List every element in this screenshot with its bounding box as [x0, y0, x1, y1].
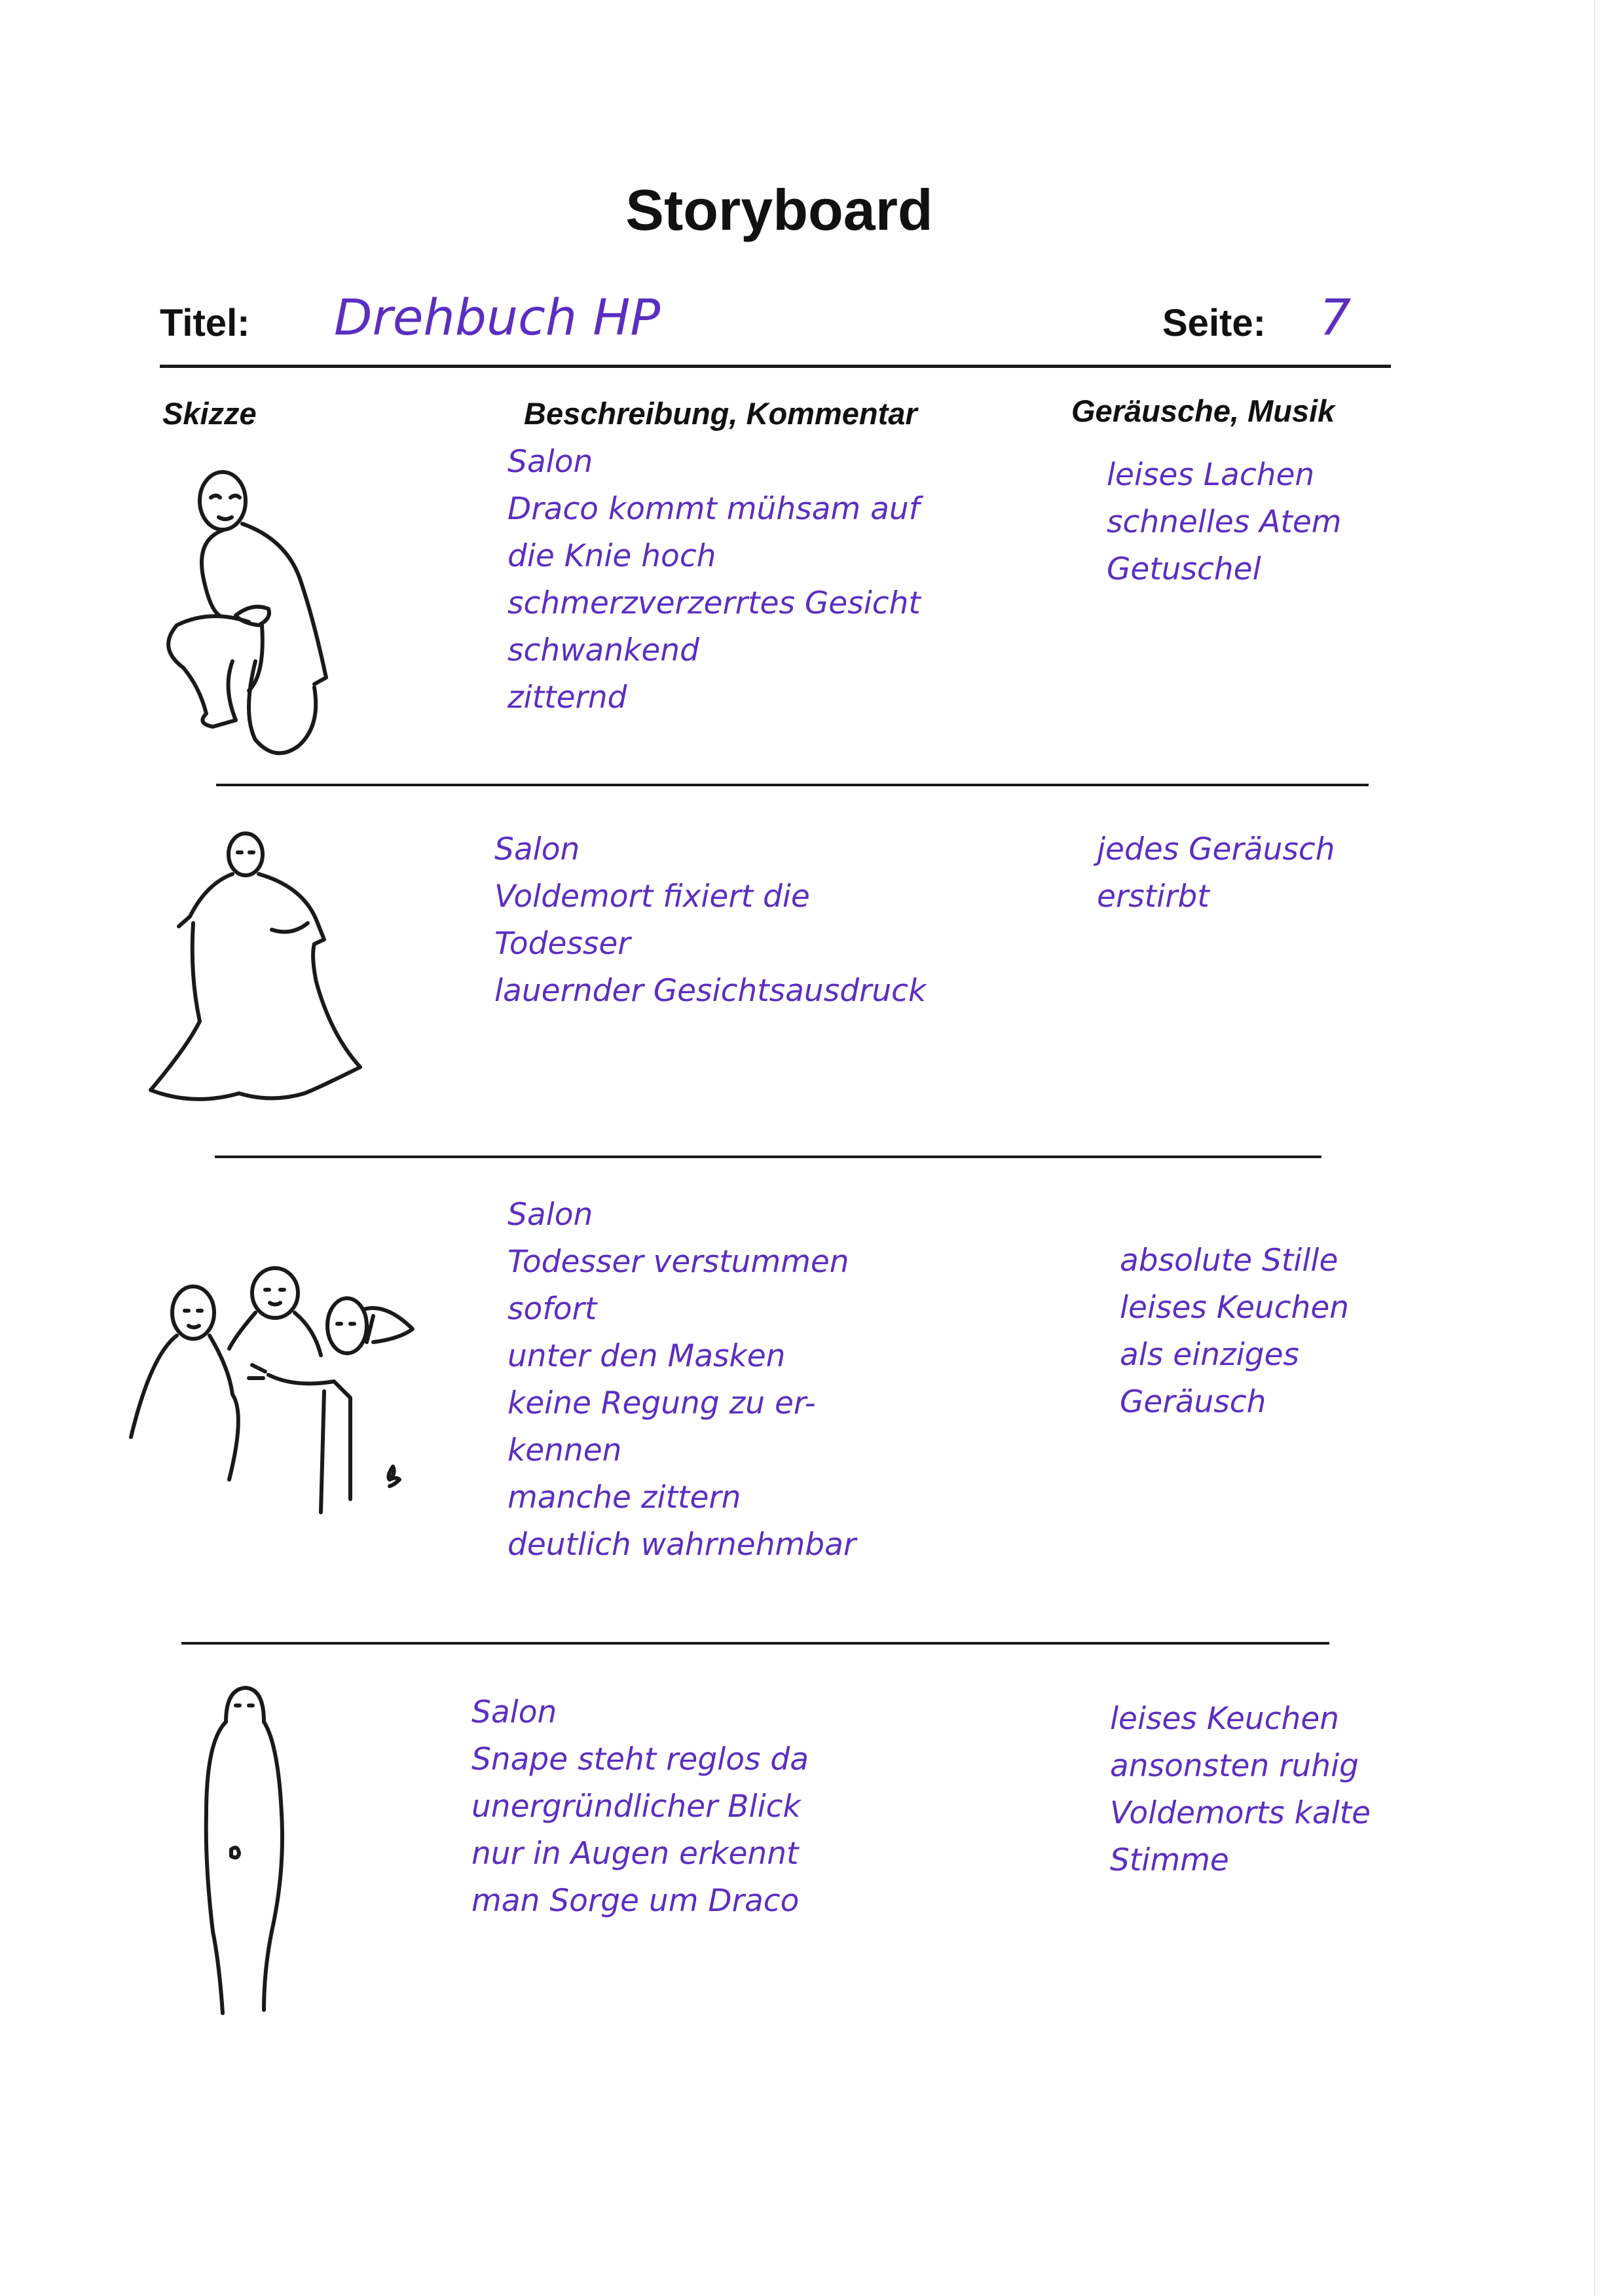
row-3-sound-line: absolute Stille [1120, 1243, 1338, 1279]
row-separator [215, 1156, 1321, 1158]
page-title: Storyboard [625, 177, 933, 242]
row-4-sound-line: ansonsten ruhig [1110, 1748, 1359, 1784]
column-header-sound: Geräusche, Musik [1071, 393, 1335, 428]
row-2-sound-line: erstirbt [1097, 879, 1209, 915]
row-2-description [494, 826, 926, 1015]
row-2-description-line: Salon [494, 831, 580, 867]
page-edge [1594, 0, 1595, 2296]
sketch-draco-kneeling [151, 452, 373, 766]
row-3-description-line: unter den Masken [507, 1338, 786, 1374]
row-4-description [471, 1689, 809, 1925]
row-separator [216, 784, 1369, 786]
row-3-description-line: Salon [507, 1197, 593, 1233]
row-1-description-line: schmerzverzerrtes Gesicht [507, 585, 921, 621]
row-3-sound-line: als einziges [1120, 1337, 1300, 1373]
titel-value: Drehbuch HP [334, 288, 661, 346]
row-3-sound-line: leises Keuchen [1120, 1290, 1350, 1326]
row-4-sound [1110, 1696, 1371, 1884]
row-2-description-line: Todesser [494, 926, 631, 962]
row-4-description-line: unergründlicher Blick [471, 1789, 801, 1825]
column-header-sketch: Skizze [162, 396, 257, 431]
column-header-description: Beschreibung, Kommentar [524, 396, 917, 431]
row-3-description-line: kennen [507, 1432, 622, 1468]
seite-value: 7 [1320, 288, 1352, 346]
row-3-sound-line: Geräusch [1120, 1384, 1266, 1420]
row-separator [181, 1642, 1329, 1645]
row-1-sound-line: leises Lachen [1107, 457, 1315, 493]
row-2-description-line: lauernder Gesichtsausdruck [494, 973, 927, 1009]
sketch-death-eaters-group [124, 1264, 426, 1519]
row-4-description-line: Salon [471, 1694, 557, 1730]
row-1-description-line: schwankend [507, 632, 699, 668]
titel-label: Titel: [160, 302, 250, 344]
row-1-description [507, 439, 921, 721]
sketch-snape-standing [193, 1683, 298, 2023]
row-4-description-line: nur in Augen erkennt [471, 1836, 799, 1872]
row-4-description-line: Snape steht reglos da [471, 1741, 809, 1777]
seite-label: Seite: [1162, 302, 1266, 344]
row-4-sound-line: Voldemorts kalte [1110, 1795, 1371, 1831]
row-3-description-line: deutlich wahrnehmbar [507, 1527, 857, 1563]
row-1-description-line: Draco kommt mühsam auf [507, 491, 920, 527]
row-2-description-line: Voldemort fixiert die [494, 879, 810, 915]
row-3-description-line: manche zittern [507, 1480, 741, 1516]
sketch-voldemort-robe [141, 825, 377, 1113]
row-3-description-line: Todesser verstummen [507, 1244, 849, 1280]
row-1-sound [1107, 452, 1342, 593]
row-1-description-line: zitternd [507, 680, 627, 716]
row-3-sound [1120, 1237, 1349, 1426]
row-1-description-line: Salon [507, 444, 593, 480]
row-2-sound-line: jedes Geräusch [1097, 831, 1335, 867]
row-3-description [507, 1192, 856, 1569]
row-2-sound [1097, 826, 1335, 920]
row-1-sound-line: schnelles Atem [1107, 504, 1342, 540]
row-3-description-line: keine Regung zu er- [507, 1385, 816, 1421]
row-4-sound-line: Stimme [1110, 1842, 1229, 1878]
row-3-description-line: sofort [507, 1291, 597, 1327]
row-4-sound-line: leises Keuchen [1110, 1701, 1340, 1737]
row-4-description-line: man Sorge um Draco [471, 1883, 800, 1919]
row-1-description-line: die Knie hoch [507, 538, 716, 574]
header-rule [160, 365, 1391, 368]
row-1-sound-line: Getuschel [1107, 551, 1261, 587]
